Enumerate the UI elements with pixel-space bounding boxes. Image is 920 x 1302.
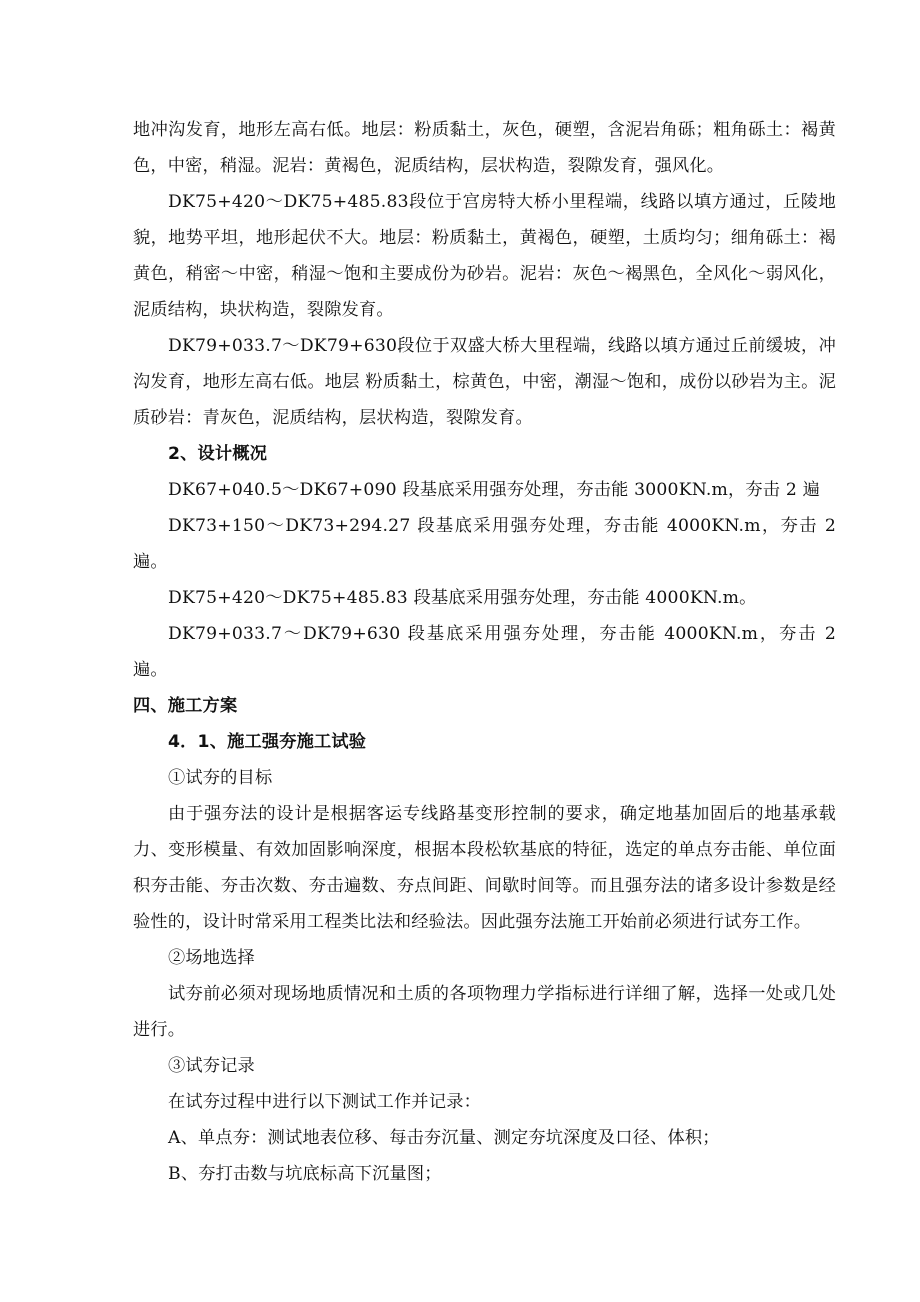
item-trial-record: ③试夯记录 (168, 1056, 255, 1076)
heading-construction-plan: 四、施工方案 (133, 696, 238, 716)
paragraph-trial-record: 在试夯过程中进行以下测试工作并记录： (168, 1092, 481, 1112)
paragraph-design-dk67: DK67+040.5～DK67+090 段基底采用强夯处理，夯击能 3000KN.m，夯击 2 遍 (168, 480, 821, 500)
list-item-b: B、夯打击数与坑底标高下沉量图； (168, 1164, 442, 1184)
paragraph-geology-continued: 地冲沟发育，地形左高右低。地层：粉质黏土，灰色，硬塑，含泥岩角砾；粗角砾土：褐黄色，中密，稍湿。泥岩：黄褐色，泥质结构，层状构造，裂隙发育，强风化。 (133, 120, 836, 176)
heading-design-overview: 2、设计概况 (168, 444, 268, 464)
paragraph-design-dk75: DK75+420～DK75+485.83 段基底采用强夯处理，夯击能 4000KN.m。 (168, 588, 757, 608)
item-trial-goal: ①试夯的目标 (168, 768, 273, 788)
paragraph-dk75-geology: DK75+420～DK75+485.83段位于宫房特大桥小里程端，线路以填方通过，丘陵地貌，地势平坦，地形起伏不大。地层：粉质黏土，黄褐色，硬塑，土质均匀；细角砾土：褐黄色，稍密～中密，稍湿～饱和主要成份为砂岩。泥岩：灰色～褐黑色，全风化～弱风化，泥质结构，块状构造，裂隙发育。 (133, 192, 836, 320)
item-site-selection: ②场地选择 (168, 948, 255, 968)
list-item-a: A、单点夯：测试地表位移、每击夯沉量、测定夯坑深度及口径、体积； (168, 1128, 720, 1148)
paragraph-trial-goal: 由于强夯法的设计是根据客运专线路基变形控制的要求，确定地基加固后的地基承载力、变形模量、有效加固影响深度，根据本段松软基底的特征，选定的单点夯击能、单位面积夯击能、夯击次数、夯击遍数、夯点间距、间歇时间等。而且强夯法的诸多设计参数是经验性的，设计时常采用工程类比法和经验法。因此强夯法施工开始前必须进行试夯工作。 (133, 804, 836, 932)
paragraph-design-dk79: DK79+033.7～DK79+630 段基底采用强夯处理，夯击能 4000KN.m，夯击 2 遍。 (133, 624, 836, 680)
heading-trial-tamping: 4．1、施工强夯施工试验 (168, 732, 367, 752)
paragraph-design-dk73: DK73+150～DK73+294.27 段基底采用强夯处理，夯击能 4000KN.m，夯击 2 遍。 (133, 516, 837, 572)
paragraph-dk79-geology: DK79+033.7～DK79+630段位于双盛大桥大里程端，线路以填方通过丘前缓坡，冲沟发育，地形左高右低。地层 粉质黏土，棕黄色，中密，潮湿～饱和，成份以砂岩为主。泥质砂岩：青灰色，泥质结构，层状构造，裂隙发育。 (133, 336, 836, 428)
paragraph-site-selection: 试夯前必须对现场地质情况和土质的各项物理力学指标进行详细了解，选择一处或几处进行。 (133, 984, 836, 1040)
